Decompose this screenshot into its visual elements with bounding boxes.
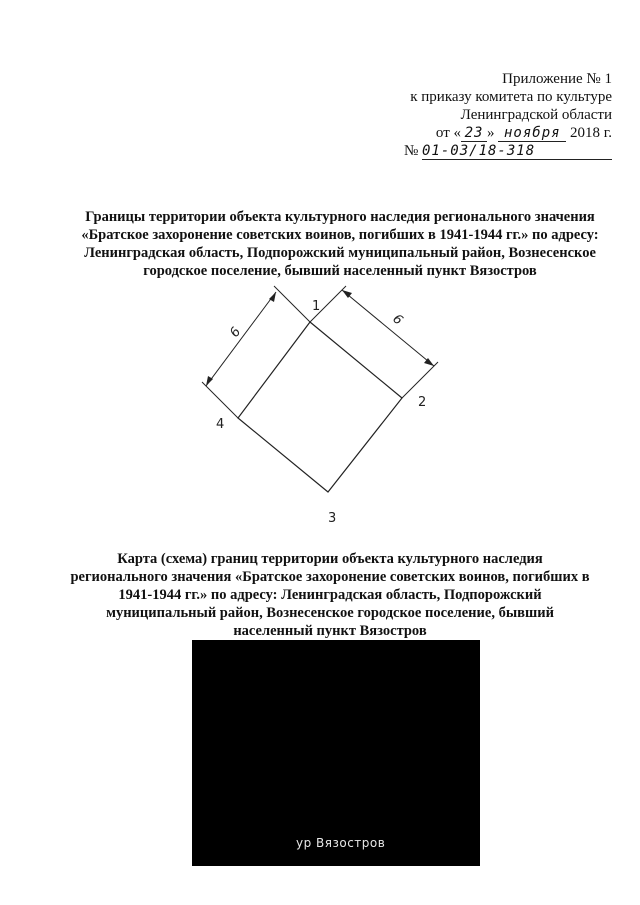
extension-line [202,382,238,418]
vertex-label-3: 3 [328,511,337,526]
date-month: ноября [498,125,566,142]
number-prefix: № [403,143,419,159]
boundaries-title: Границы территории объекта культурного наследия регионального значения «Братское захоронение советских воинов, погибших в 1941-1944 гг.» по адресу: Ленинградская область, Подпорожский муниципальный район, Вознесенское городское поселение, бывший населенный пункт Вязостров [81,209,599,279]
date-day: 23 [461,125,487,142]
date-prefix: от « [435,125,462,141]
appendix-header [332,70,612,160]
date-year: 2018 г. [570,125,612,141]
date-mid: » [487,125,495,141]
dimension-label: 6 [389,311,406,329]
order-reference: к приказу комитета по культуре [410,89,612,105]
order-number [332,142,612,160]
boundary-square [238,322,402,492]
extension-line [402,362,438,398]
dimension-line [342,290,434,366]
map-place-label: ур Вязостров [296,836,386,850]
extension-line [274,286,310,322]
vertex-label-2: 2 [418,395,427,410]
region-reference: Ленинградской области [460,107,612,123]
boundary-scheme [180,278,480,528]
vertex-label-1: 1 [312,299,321,314]
map-image [192,640,480,866]
map-title: Карта (схема) границ территории объекта культурного наследия регионального значения «Братское захоронение советских воинов, погибших в 1941-1944 гг.» по адресу: Ленинградская область, Подпорожский муниципальный район, Вознесенское городское поселение, бывший населенный пункт Вязостров [70,551,590,639]
appendix-title: Приложение № 1 [502,71,612,87]
number-value: 01-03/18-318 [422,143,612,160]
dimension-label: 6 [227,324,245,341]
dimension-line [206,292,276,386]
vertex-label-4: 4 [216,417,225,432]
order-date [332,124,612,142]
